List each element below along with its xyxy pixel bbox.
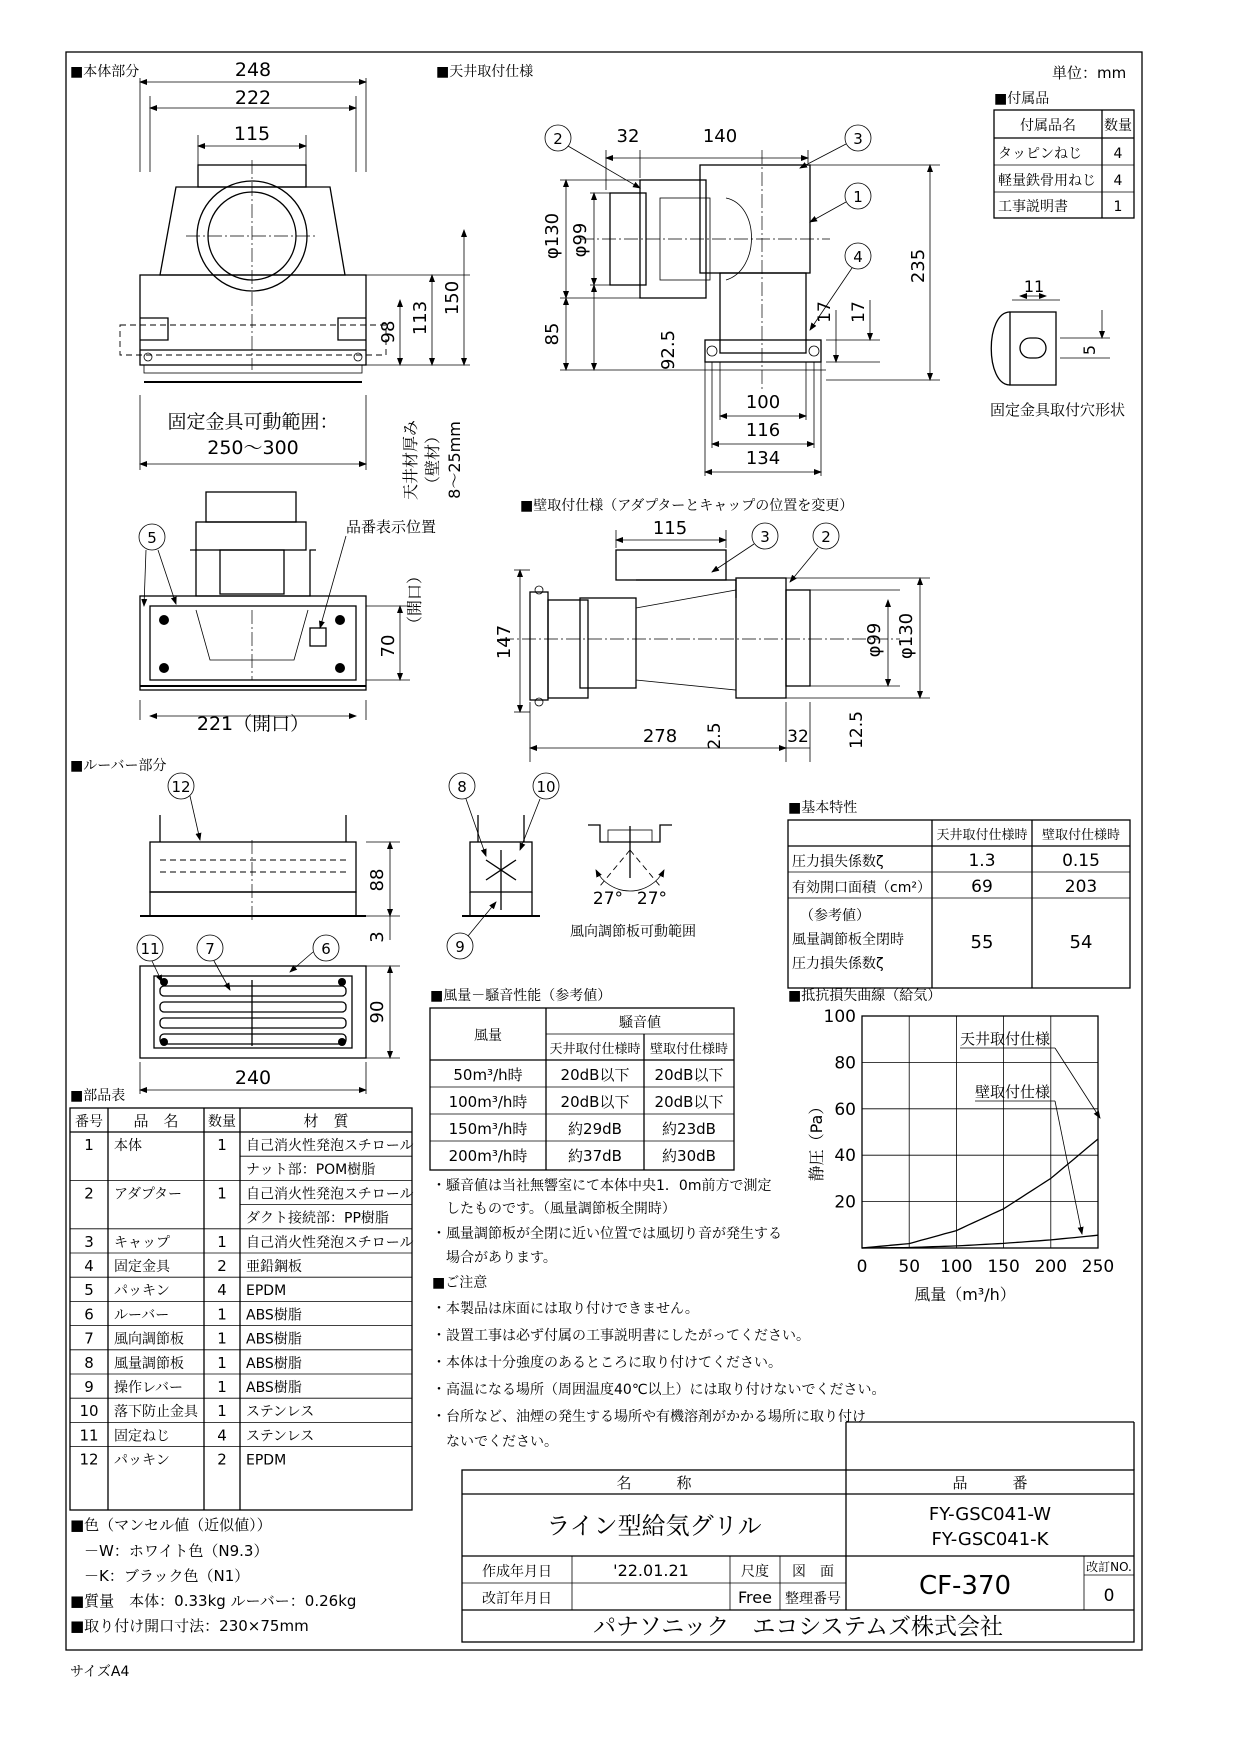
noise-flow: 50m³/h時 (453, 1066, 523, 1084)
wall-dim-2.5: 2.5 (705, 722, 725, 750)
accessory-name: 工事説明書 (998, 199, 1068, 215)
parts-row (70, 1354, 412, 1374)
caution-line: ・設置工事は必ず付属の工事説明書にしたがってください。 (432, 1328, 810, 1344)
basic-ref-ceiling: 55 (970, 932, 994, 953)
parts-row (70, 1184, 413, 1228)
basic-ref-label-2: 風量調節板全閉時 (792, 932, 904, 948)
revision-value: 0 (1103, 1586, 1115, 1606)
part-number: 6 (84, 1305, 94, 1324)
caution-line: ・本体は十分強度のあるところに取り付けてください。 (432, 1355, 782, 1371)
part-material: ABS樹脂 (246, 1380, 302, 1396)
part-material: 自己消火性発泡スチロール (246, 1234, 414, 1251)
product-label-position: 品番表示位置 (346, 518, 437, 536)
part-quantity: 1 (217, 1378, 227, 1396)
accessories-header-name: 付属品名 (1020, 118, 1076, 134)
part-number: 7 (84, 1329, 94, 1348)
accessory-qty: 1 (1113, 199, 1123, 215)
dim-92.5: 92.5 (658, 329, 679, 371)
parts-header-material: 材 質 (303, 1112, 349, 1130)
part-name: パッキン (114, 1283, 170, 1300)
resistance-chart (788, 987, 1114, 1304)
wall-dim-phi99: φ99 (864, 622, 885, 658)
chart-xtick-label: 250 (1081, 1257, 1115, 1277)
part-name: キャップ (114, 1234, 170, 1251)
parts-row (70, 1330, 412, 1350)
created-label: 作成年月日 (482, 1564, 552, 1580)
part-name: 固定金具 (114, 1259, 170, 1275)
drawing-label-1: 図 面 (792, 1564, 834, 1580)
opening-spec: ■取り付け開口寸法：230×75mm (70, 1617, 309, 1635)
noise-wall: 約23dB (662, 1120, 716, 1138)
dim-32: 32 (616, 126, 640, 147)
chart-xtick-label: 0 (856, 1257, 868, 1277)
title-block (462, 1422, 1134, 1642)
part-quantity: 1 (217, 1136, 227, 1154)
accessory-name: タッピンねじ (998, 146, 1082, 162)
part-material: 自己消火性発泡スチロール (246, 1138, 414, 1154)
basic-ref-wall: 54 (1069, 932, 1093, 953)
basic-row-label: 圧力損失係数ζ (792, 854, 884, 870)
noise-flow: 200m³/h時 (448, 1147, 528, 1165)
dim-116: 116 (745, 420, 781, 441)
part-quantity: 2 (217, 1257, 227, 1275)
thickness-range-value: 8～25mm (445, 421, 464, 499)
chart-xtick-label: 200 (1034, 1257, 1068, 1277)
parts-row (70, 1233, 413, 1253)
dim-140: 140 (702, 126, 738, 147)
chart-title: ■抵抗損失曲線（給気） (788, 988, 942, 1004)
caution-line: ・高温になる場所（周囲温度40℃以上）には取り付けないでください。 (432, 1382, 886, 1398)
wall-mount-view (494, 497, 930, 762)
louver-range-label: 風向調節板可動範囲 (570, 924, 696, 940)
caution-line: ないでください。 (432, 1434, 558, 1450)
part-number: 11 (79, 1426, 99, 1445)
part-material: 自己消火性発泡スチロール (246, 1186, 414, 1203)
noise-col-wall: 壁取付仕様時 (649, 1042, 729, 1057)
angle-left: 27° (592, 889, 624, 909)
noise-ceiling: 20dB以下 (560, 1066, 630, 1084)
noise-ceiling: 約37dB (568, 1147, 622, 1165)
part-name: アダプター (114, 1186, 183, 1203)
angle-right: 27° (636, 889, 668, 909)
balloon-2: 2 (553, 130, 563, 148)
wall-dim-115: 115 (652, 518, 688, 539)
dim-150: 150 (442, 280, 463, 316)
louver-balloon-7: 7 (205, 940, 215, 958)
louver-balloon-11: 11 (140, 940, 160, 958)
basic-row-ceiling: 1.3 (968, 851, 996, 871)
opening-note: （開口） (405, 567, 424, 633)
noise-col-flow: 風量 (474, 1028, 502, 1044)
wall-dim-12.5: 12.5 (847, 711, 867, 749)
noise-note: ・風量調節板が全閉に近い位置では風切り音が発生する (432, 1226, 782, 1242)
opening-height-dim: 70 (378, 634, 399, 658)
louver-balloon-6: 6 (321, 940, 331, 958)
section-body-title: ■本体部分 (70, 64, 140, 80)
body-bottom-view (139, 492, 436, 735)
part-number: 1 (84, 1136, 94, 1154)
balloon-3: 3 (853, 130, 863, 148)
part-material-sub: ナット部：POM樹脂 (246, 1162, 376, 1179)
dim-17b: 17 (849, 301, 869, 323)
accessory-qty: 4 (1113, 173, 1123, 189)
wall-dim-278: 278 (642, 726, 678, 747)
part-number: 8 (84, 1353, 94, 1372)
caution-line: ・本製品は床面には取り付けできません。 (432, 1301, 699, 1317)
dim-248: 248 (234, 59, 272, 81)
basic-ref-label-3: 圧力損失係数ζ (792, 956, 884, 972)
part-number: 5 (84, 1281, 94, 1300)
part-number: 12 (79, 1450, 99, 1469)
louver-dim-3: 3 (367, 931, 388, 943)
created-date: '22.01.21 (613, 1561, 689, 1580)
part-number: 2 (84, 1184, 94, 1203)
cautions-title: ■ご注意 (432, 1275, 488, 1291)
louver-balloon-8: 8 (457, 778, 467, 796)
color-title: ■色（マンセル値（近似値）） (70, 1516, 272, 1534)
louver-balloon-9: 9 (455, 938, 465, 956)
parts-header-qty: 数量 (208, 1114, 236, 1130)
dim-222: 222 (234, 87, 272, 109)
drawing-number: CF-370 (918, 1571, 1012, 1601)
part-quantity: 2 (217, 1450, 227, 1469)
hole-shape-label: 固定金具取付穴形状 (990, 401, 1126, 419)
parts-title: ■部品表 (70, 1088, 126, 1104)
wall-balloon-3: 3 (760, 528, 770, 546)
basic-row-ceiling: 69 (971, 877, 993, 897)
wall-material-label: （壁材） (423, 427, 442, 493)
drawing-label-2: 整理番号 (785, 1591, 841, 1607)
legend-wall: 壁取付仕様 (975, 1083, 1051, 1101)
dim-100: 100 (745, 392, 781, 413)
product-number-w: FY-GSC041-W (928, 1504, 1052, 1525)
noise-flow: 150m³/h時 (448, 1120, 528, 1138)
parts-rows (70, 1136, 413, 1469)
wall-dim-phi130: φ130 (896, 612, 917, 660)
noise-note: ・騒音値は当社無響室にて本体中央1．0m前方で測定 (432, 1178, 772, 1194)
part-material: ステンレス (246, 1404, 315, 1421)
part-material: ステンレス (246, 1428, 315, 1445)
louver-dim-240: 240 (234, 1067, 272, 1089)
noise-col-noise: 騒音値 (619, 1015, 661, 1031)
part-number: 4 (84, 1257, 94, 1275)
part-name: パッキン (114, 1452, 170, 1469)
wall-balloon-2: 2 (821, 528, 831, 546)
opening-width-dim: 221（開口） (196, 713, 310, 735)
ceiling-thickness-label: 天井材厚み (401, 419, 420, 501)
parts-header-name: 品 名 (133, 1112, 179, 1130)
balloon-1: 1 (853, 188, 863, 206)
part-material: EPDM (246, 1452, 287, 1469)
basic-ref-label: （参考値） (800, 908, 870, 924)
louver-dim-88: 88 (367, 868, 388, 892)
wall-dim-32: 32 (787, 727, 809, 747)
basic-header-wall: 壁取付仕様時 (1041, 828, 1121, 843)
caution-line: ・台所など、油煙の発生する場所や有機溶剤がかかる場所に取り付け (432, 1409, 866, 1425)
wall-dim-147: 147 (494, 624, 515, 660)
noise-note: 場合があります。 (432, 1250, 557, 1266)
part-name: ルーバー (114, 1307, 170, 1324)
part-name: 操作レバー (114, 1380, 184, 1396)
section-ceiling-title: ■天井取付仕様 (436, 64, 534, 80)
louver-dim-90: 90 (367, 1000, 388, 1024)
balloon-4: 4 (853, 248, 863, 266)
noise-wall: 20dB以下 (654, 1066, 724, 1084)
part-material: ABS樹脂 (246, 1307, 302, 1324)
chart-grid (862, 1016, 1098, 1248)
unit-label: 単位：mm (1052, 64, 1127, 82)
part-material: EPDM (246, 1283, 287, 1300)
noise-flow: 100m³/h時 (448, 1093, 528, 1111)
product-name: ライン型給気グリル (546, 1512, 762, 1540)
accessories-title: ■付属品 (994, 91, 1050, 107)
body-front-view (120, 59, 470, 500)
ceiling-mount-view (542, 125, 940, 476)
noise-table (430, 987, 782, 1266)
noise-ceiling: 20dB以下 (560, 1093, 630, 1111)
part-quantity: 1 (217, 1305, 227, 1324)
part-quantity: 4 (217, 1281, 227, 1300)
parts-row (70, 1402, 412, 1422)
part-material: 亜鉛鋼板 (246, 1259, 302, 1275)
basic-row-label: 有効開口面積（cm²） (792, 880, 931, 896)
dim-phi99: φ99 (570, 222, 591, 258)
dim-115: 115 (233, 123, 271, 145)
part-quantity: 4 (217, 1426, 227, 1445)
parts-row (70, 1378, 412, 1398)
parts-row (70, 1426, 412, 1446)
section-louver-title: ■ルーバー部分 (70, 758, 167, 774)
chart-xtick-label: 100 (940, 1257, 973, 1277)
legend-ceiling: 天井取付仕様 (960, 1030, 1051, 1048)
chart-plot-area (862, 1016, 1098, 1248)
fixing-hole-detail (990, 277, 1125, 419)
company-name: パナソニック エコシステムズ株式会社 (592, 1614, 1004, 1640)
noise-title: ■風量－騒音性能（参考値） (430, 988, 612, 1004)
chart-ylabel: 静圧（Pa） (807, 1098, 826, 1182)
accessory-qty: 4 (1113, 146, 1123, 162)
dim-113: 113 (410, 300, 431, 336)
chart-ytick-label: 40 (834, 1146, 856, 1167)
dim-98: 98 (378, 320, 399, 344)
accessories-table (994, 91, 1134, 218)
noise-ceiling: 約29dB (568, 1120, 622, 1138)
chart-xtick-label: 150 (987, 1257, 1020, 1277)
chart-series-line-wall (862, 1235, 1098, 1248)
part-number: 9 (84, 1378, 94, 1396)
dim-134: 134 (745, 448, 781, 469)
fixing-range-label: 固定金具可動範囲： (167, 411, 339, 433)
part-name: 固定ねじ (114, 1428, 170, 1445)
dim-85: 85 (542, 322, 563, 346)
parts-row (70, 1257, 412, 1277)
part-quantity: 1 (217, 1329, 227, 1348)
accessory-name: 軽量鉄骨用ねじ (998, 173, 1096, 189)
part-name: 風量調節板 (114, 1355, 184, 1372)
fixing-range-value: 250～300 (207, 437, 299, 459)
dim-17a: 17 (815, 301, 835, 323)
mass-spec: ■質量 本体：0.33kg ルーバー：0.26kg (70, 1592, 357, 1610)
basic-row-wall: 0.15 (1062, 851, 1100, 871)
title-name-label: 名 称 (616, 1474, 692, 1492)
part-quantity: 1 (217, 1402, 227, 1421)
parts-table (70, 1087, 413, 1510)
part-quantity: 1 (217, 1184, 227, 1203)
part-quantity: 1 (217, 1232, 227, 1251)
noise-wall: 20dB以下 (654, 1093, 724, 1111)
part-number: 10 (79, 1402, 99, 1421)
basic-header-ceiling: 天井取付仕様時 (936, 828, 1028, 843)
basic-characteristics-table (788, 799, 1130, 988)
revision-label: 改訂NO. (1086, 1560, 1132, 1574)
part-material-sub: ダクト接続部：PP樹脂 (246, 1210, 389, 1227)
chart-ytick-label: 20 (834, 1192, 856, 1213)
part-name: 本体 (114, 1138, 142, 1154)
title-number-label: 品 番 (952, 1474, 1028, 1492)
balloon-5: 5 (147, 529, 157, 547)
chart-xtick-label: 50 (898, 1257, 921, 1277)
parts-row (70, 1305, 412, 1325)
parts-row (79, 1451, 286, 1469)
parts-row (70, 1281, 412, 1301)
color-black: －K：ブラック色（N1） (84, 1567, 250, 1585)
part-material: ABS樹脂 (246, 1331, 302, 1348)
basic-title: ■基本特性 (788, 800, 858, 816)
part-name: 落下防止金具 (114, 1404, 198, 1421)
accessories-header-qty: 数量 (1104, 118, 1132, 134)
chart-ytick-label: 100 (823, 1007, 856, 1027)
dim-phi130: φ130 (542, 212, 563, 260)
chart-xlabel: 風量（m³/h） (914, 1285, 1016, 1304)
part-name: 風向調節板 (114, 1331, 184, 1348)
dim-235: 235 (908, 248, 929, 284)
louver-balloon-12: 12 (171, 778, 191, 796)
cautions-block (432, 1275, 886, 1450)
section-wall-title: ■壁取付仕様（アダプターとキャップの位置を変更） (520, 498, 854, 514)
paper-size-label: サイズA4 (70, 1664, 130, 1680)
hole-width-dim: 11 (1023, 277, 1045, 296)
basic-row-wall: 203 (1064, 877, 1098, 897)
chart-ytick-label: 60 (834, 1099, 856, 1120)
noise-col-ceiling: 天井取付仕様時 (549, 1042, 641, 1057)
noise-note: したものです。（風量調節板全開時） (432, 1201, 676, 1217)
scale-label: 尺度 (741, 1564, 769, 1580)
color-white: －W：ホワイト色（N9.3） (84, 1542, 269, 1560)
hole-height-dim: 5 (1080, 344, 1099, 356)
louver-balloon-10: 10 (536, 778, 556, 796)
product-number-k: FY-GSC041-K (931, 1529, 1049, 1550)
color-spec (70, 1516, 356, 1635)
revised-label: 改訂年月日 (482, 1591, 552, 1607)
noise-wall: 約30dB (662, 1147, 716, 1165)
part-quantity: 1 (217, 1353, 227, 1372)
chart-ytick-label: 80 (834, 1053, 856, 1074)
parts-row (70, 1136, 413, 1180)
parts-header-no: 番号 (75, 1114, 103, 1130)
part-material: ABS樹脂 (246, 1355, 302, 1372)
scale-value: Free (738, 1588, 772, 1607)
part-number: 3 (84, 1232, 94, 1251)
